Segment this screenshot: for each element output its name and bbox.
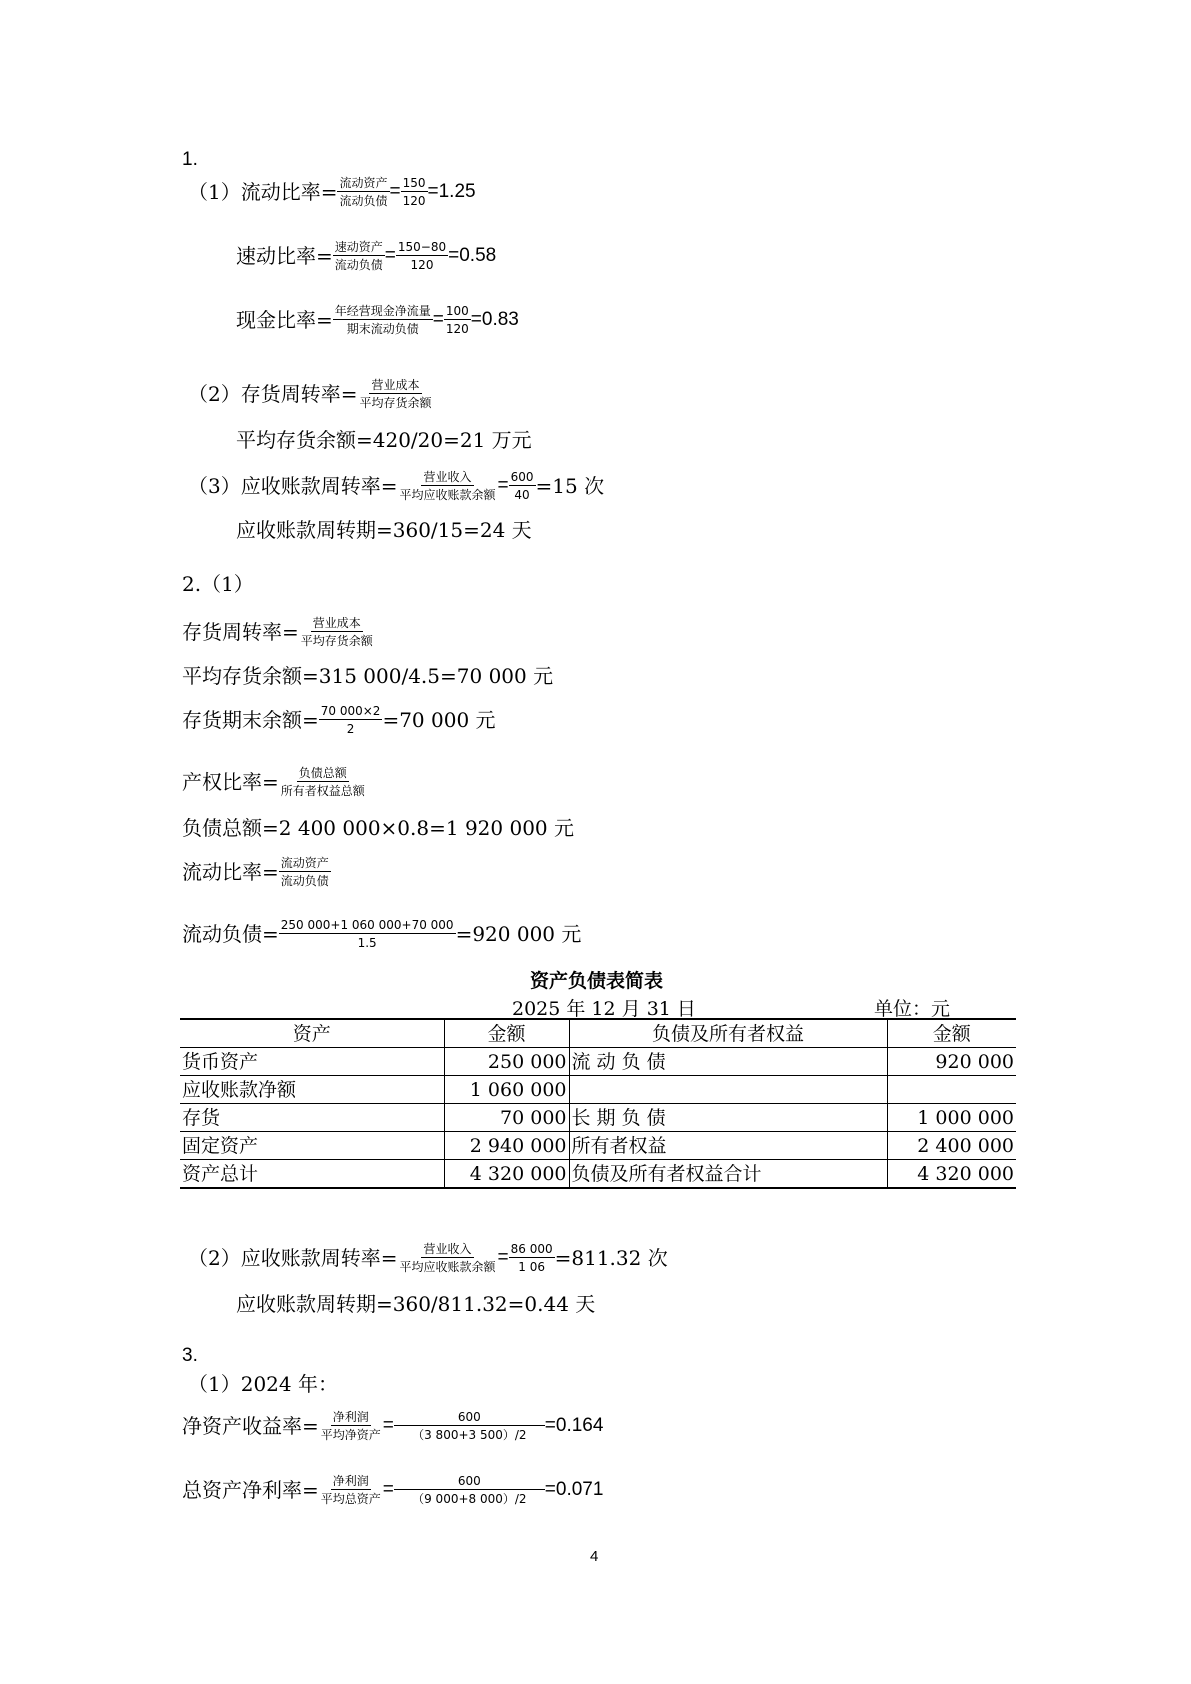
q2b-receivable-turnover-result: =811.32 次 (554, 1246, 668, 1270)
header-amount-liabilities: 金额 (887, 1019, 1016, 1048)
q1-receivable-period: 应收账款周转期=360/15=24 天 (236, 518, 532, 542)
q1-heading: 1. (182, 149, 198, 170)
q3-roa-line: 总资产净利率= 净利润 平均总资产 = $\frac{600}{(9 000+8 000)/2}$ =0.071 (182, 1474, 604, 1506)
receivable-turnover-values: $\frac{600}{40}$ (510, 470, 534, 502)
q2b-receivable-period: 应收账款周转期=360/811.32=0.44 天 (236, 1292, 596, 1316)
table-row (180, 1048, 1016, 1076)
table-row (180, 1132, 1016, 1160)
cash-ratio-label: 现金比率= (236, 308, 333, 332)
q3-subheading: （1）2024 年： (188, 1372, 338, 1396)
q2-inventory-turnover-line (182, 616, 375, 648)
cell-liability-amount: 2 400 000 (887, 1132, 1016, 1160)
receivable-turnover-result: =15 次 (535, 474, 605, 498)
balance-sheet-table (180, 1018, 1016, 1189)
q1-quick-ratio-line: 速动比率= 速动资产 流动负债 = $\frac{150-80}{120}$ =0.58 (236, 240, 497, 272)
receivable-turnover-formula: 营业收入 平均应收账款余额 (399, 470, 496, 502)
q2-inventory-turnover-label: 存货周转率= (182, 620, 299, 644)
cash-ratio-formula: 年经营现金净流量 期末流动负债 (334, 304, 431, 336)
current-liabilities-formula: $\frac{250 000+1 060 000+70 000}{1.5}$ (280, 918, 454, 950)
q1-avg-inventory: 平均存货余额=420/20=21 万元 (236, 428, 532, 452)
quick-ratio-result: =0.58 (448, 245, 497, 266)
cell-asset-amount: 2 940 000 (444, 1132, 569, 1160)
q2b-receivable-turnover-label: （2）应收账款周转率= (188, 1246, 398, 1270)
q2-equity-ratio-line (182, 766, 367, 798)
cell-liability-amount: 4 320 000 (887, 1160, 1016, 1189)
header-amount-assets: 金额 (444, 1019, 569, 1048)
quick-ratio-formula: 速动资产 流动负债 (334, 240, 383, 272)
cell-asset-amount: 250 000 (444, 1048, 569, 1076)
cell-asset-name: 资产总计 (180, 1160, 444, 1189)
q2-current-ratio-formula: 流动资产 流动负债 (280, 856, 329, 888)
roa-label: 总资产净利率= (182, 1478, 319, 1502)
cell-asset-amount: 70 000 (444, 1104, 569, 1132)
cell-liability-amount: 920 000 (887, 1048, 1016, 1076)
q2b-receivable-turnover-line: （2）应收账款周转率= 营业收入 平均应收账款余额 = $\frac{86 000}{1 06}$ =811.32 次 (188, 1242, 668, 1274)
quick-ratio-values: $\frac{150-80}{120}$ (397, 240, 447, 272)
q2-total-debt: 负债总额=2 400 000×0.8=1 920 000 元 (182, 816, 575, 840)
q1-inventory-turnover-line (188, 378, 434, 410)
cell-asset-name: 应收账款净额 (180, 1076, 444, 1104)
quick-ratio-label: 速动比率= (236, 244, 333, 268)
cell-asset-name: 固定资产 (180, 1132, 444, 1160)
table-unit: 单位：元 (874, 998, 951, 1020)
table-header-row (180, 1019, 1016, 1048)
ending-inventory-label: 存货期末余额= (182, 708, 319, 732)
q2-heading: 2.（1） (182, 572, 254, 596)
table-title: 资产负债表简表 (530, 970, 664, 992)
q2-avg-inventory: 平均存货余额=315 000/4.5=70 000 元 (182, 664, 554, 688)
q3-heading: 3. (182, 1345, 198, 1366)
roa-values: $\frac{600}{(9 000+8 000)/2}$ (394, 1474, 545, 1506)
q2b-receivable-turnover-formula: 营业收入 平均应收账款余额 (399, 1242, 496, 1274)
inventory-turnover-formula: 营业成本 平均存货余额 (359, 378, 432, 410)
roe-values: $\frac{600}{(3 800+3 500)/2}$ (394, 1410, 545, 1442)
ending-inventory-result: =70 000 元 (382, 708, 496, 732)
cell-liability-name: 流 动 负 债 (569, 1048, 887, 1076)
cell-liability-name: 所有者权益 (569, 1132, 887, 1160)
q2-inventory-turnover-formula: 营业成本 平均存货余额 (300, 616, 373, 648)
header-assets: 资产 (180, 1019, 444, 1048)
cell-asset-amount: 1 060 000 (444, 1076, 569, 1104)
q3-roe-line: 净资产收益率= 净利润 平均净资产 = $\frac{600}{(3 800+3 500)/2}$ =0.164 (182, 1410, 604, 1442)
cell-asset-name: 货币资产 (180, 1048, 444, 1076)
cell-liability-amount: 1 000 000 (887, 1104, 1016, 1132)
current-ratio-label: （1）流动比率= (188, 180, 338, 204)
equity-ratio-label: 产权比率= (182, 770, 279, 794)
q1-current-ratio-line: （1）流动比率= 流动资产 流动负债 = $\frac{150}{120}$ =1.25 (188, 176, 476, 208)
table-date: 2025 年 12 月 31 日 (512, 998, 696, 1020)
current-liabilities-label: 流动负债= (182, 922, 279, 946)
header-liabilities-equity: 负债及所有者权益 (569, 1019, 887, 1048)
cell-liability-name (569, 1076, 887, 1104)
receivable-turnover-label: （3）应收账款周转率= (188, 474, 398, 498)
page-number: 4 (590, 1548, 599, 1565)
equity-ratio-formula: 负债总额 所有者权益总额 (280, 766, 365, 798)
current-ratio-formula: 流动资产 流动负债 (339, 176, 388, 208)
q2-current-liabilities-line (182, 918, 581, 950)
cash-ratio-values: $\frac{100}{120}$ (445, 304, 469, 336)
roa-result: =0.071 (544, 1479, 604, 1500)
q2-current-ratio-line (182, 856, 331, 888)
q2-current-ratio-label: 流动比率= (182, 860, 279, 884)
current-liabilities-result: =920 000 元 (455, 922, 582, 946)
cell-asset-name: 存货 (180, 1104, 444, 1132)
roe-formula: 净利润 平均净资产 (320, 1410, 381, 1442)
cell-liability-name: 负债及所有者权益合计 (569, 1160, 887, 1189)
table-row (180, 1160, 1016, 1189)
cell-liability-name: 长 期 负 债 (569, 1104, 887, 1132)
roa-formula: 净利润 平均总资产 (320, 1474, 381, 1506)
q1-receivable-turnover-line: （3）应收账款周转率= 营业收入 平均应收账款余额 = $\frac{600}{40}$ =15 次 (188, 470, 605, 502)
q2-ending-inventory-line (182, 704, 496, 736)
current-ratio-result: =1.25 (427, 181, 476, 202)
q1-cash-ratio-line: 现金比率= 年经营现金净流量 期末流动负债 = $\frac{100}{120}$ =0.83 (236, 304, 519, 336)
q2b-receivable-turnover-values: $\frac{86 000}{1 06}$ (510, 1242, 553, 1274)
cash-ratio-result: =0.83 (470, 309, 519, 330)
cell-asset-amount: 4 320 000 (444, 1160, 569, 1189)
inventory-turnover-label: （2）存货周转率= (188, 382, 358, 406)
table-row (180, 1076, 1016, 1104)
cell-liability-amount (887, 1076, 1016, 1104)
table-row (180, 1104, 1016, 1132)
current-ratio-values: $\frac{150}{120}$ (402, 176, 426, 208)
ending-inventory-formula: $\frac{70 000\times 2}{2}$ (320, 704, 381, 736)
roe-label: 净资产收益率= (182, 1414, 319, 1438)
roe-result: =0.164 (544, 1415, 604, 1436)
